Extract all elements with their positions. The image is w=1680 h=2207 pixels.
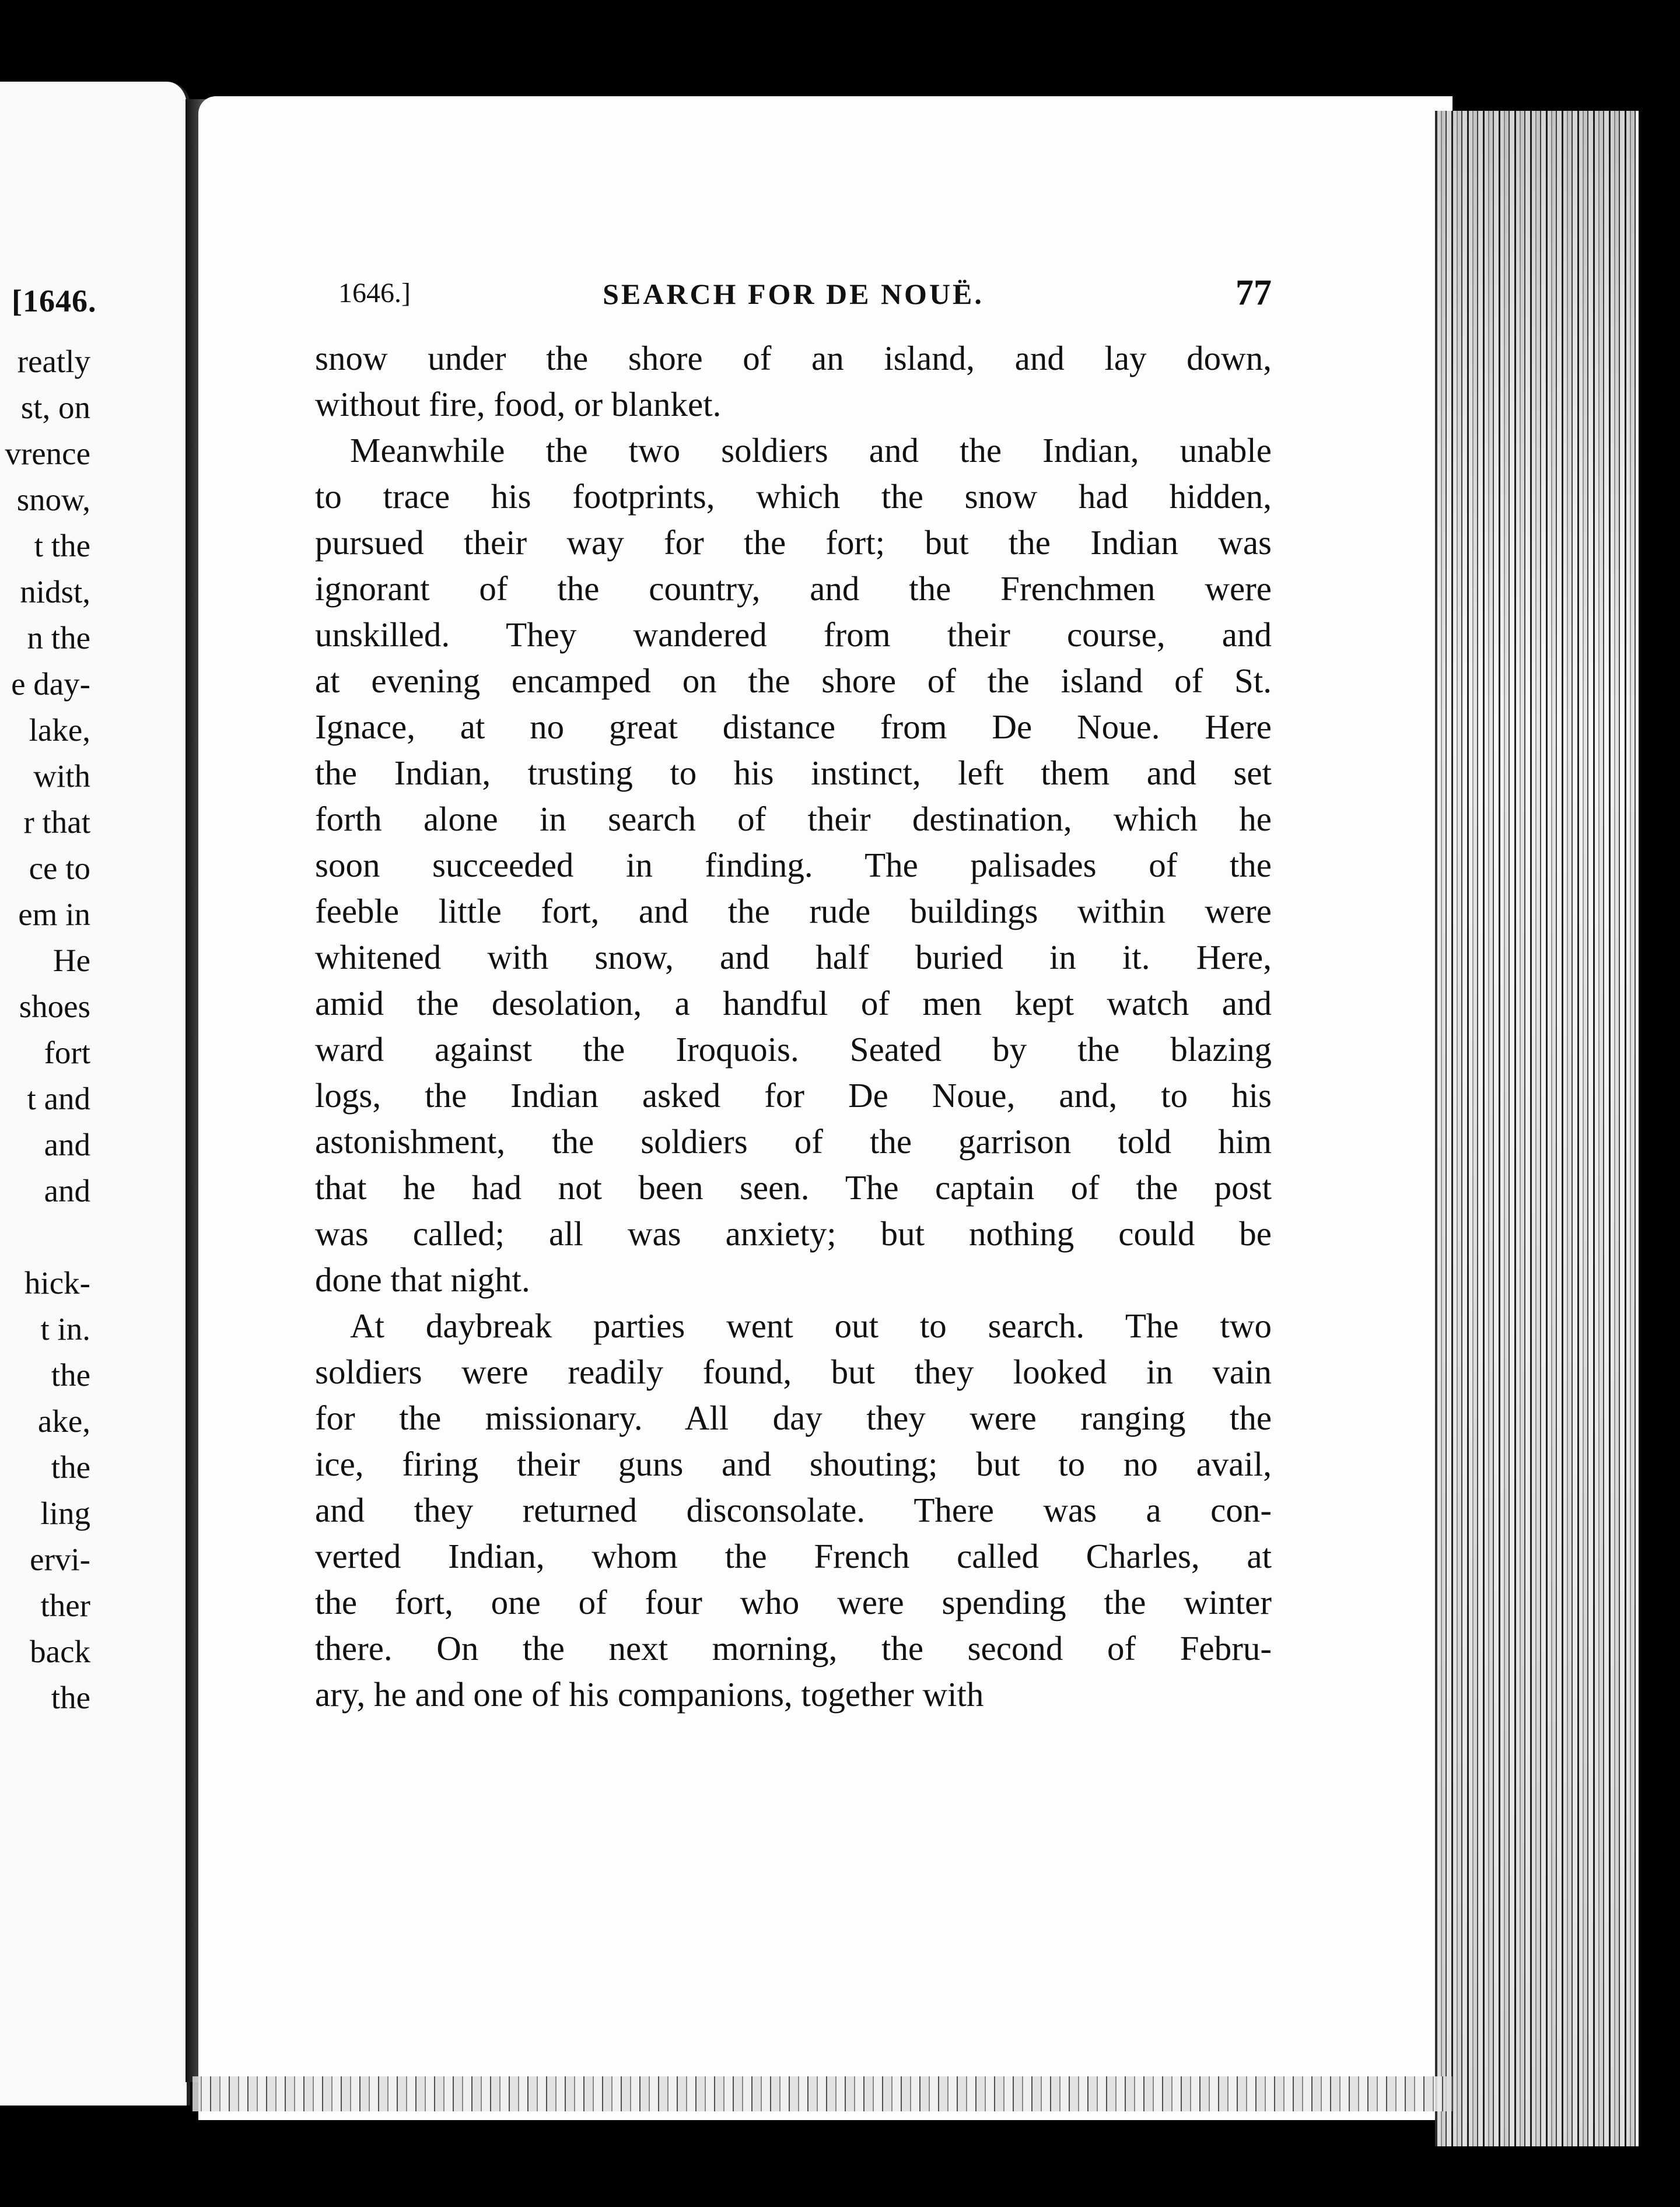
left-page-line: ake, (37, 1403, 90, 1439)
text-line: there. On the next morning, the second of Febru- (315, 1629, 1272, 1667)
left-page-line: e day- (11, 666, 90, 702)
left-page-line: ce to (29, 850, 90, 886)
left-page-line: em in (18, 896, 90, 932)
text-line: soon succeeded in finding. The palisades of the (315, 846, 1272, 884)
left-page-text (5, 338, 90, 1721)
text-line: feeble little fort, and the rude buildings within were (315, 892, 1272, 930)
left-page-line: snow, (16, 482, 90, 517)
text-line: ice, firing their guns and shouting; but to no avail, (315, 1445, 1272, 1483)
text-line: ignorant of the country, and the Frenchmen were (315, 569, 1272, 608)
text-line: At daybreak parties went out to search. The two (350, 1306, 1272, 1345)
text-line: the fort, one of four who were spending the winter (315, 1583, 1272, 1621)
left-page-line: fort (44, 1035, 90, 1070)
left-page-header: [1646. (12, 283, 97, 318)
left-page-line: t the (34, 528, 90, 563)
text-line: was called; all was anxiety; but nothing could be (315, 1214, 1272, 1253)
paragraph (315, 428, 1272, 1303)
running-head-title: SEARCH FOR DE NOUË. (603, 278, 984, 310)
left-page-line: He (52, 943, 90, 978)
body-text (315, 335, 1272, 1718)
text-line: ary, he and one of his companions, together with (315, 1675, 984, 1714)
paragraph (315, 335, 1272, 428)
left-page-line: ther (40, 1588, 90, 1623)
text-line: to trace his footprints, which the snow had hidden, (315, 477, 1272, 516)
left-page-line: reatly (17, 344, 90, 379)
page-number: 77 (1236, 273, 1272, 313)
fore-edge-shading (1435, 111, 1636, 2146)
text-line: pursued their way for the fort; but the Indian was (315, 523, 1272, 562)
paragraph (315, 1303, 1272, 1718)
running-head-year: 1646.] (338, 278, 411, 309)
text-line: without fire, food, or blanket. (315, 385, 722, 423)
text-line: forth alone in search of their destination, which he (315, 800, 1272, 838)
text-line: at evening encamped on the shore of the island of St. (315, 661, 1272, 700)
left-page-line: ervi- (30, 1542, 90, 1577)
running-head (315, 273, 1272, 335)
left-page-line: t in. (40, 1311, 90, 1347)
left-page-line: vrence (5, 436, 90, 471)
right-page (198, 96, 1452, 2120)
left-page-line: and (44, 1173, 90, 1208)
left-page-line: the (51, 1357, 90, 1393)
left-page-line: r that (23, 804, 90, 840)
text-line: done that night. (315, 1260, 530, 1299)
page-content (315, 273, 1272, 1718)
text-line: that he had not been seen. The captain of the post (315, 1168, 1272, 1207)
text-line: astonishment, the soldiers of the garrison told him (315, 1122, 1272, 1161)
text-line: and they returned disconsolate. There was a con- (315, 1491, 1272, 1529)
text-line: for the missionary. All day they were ranging the (315, 1399, 1272, 1437)
left-page-line: ling (40, 1495, 90, 1531)
text-line: whitened with snow, and half buried in it. Here, (315, 938, 1272, 976)
left-page (0, 82, 190, 2106)
left-page-line: t and (27, 1081, 90, 1116)
text-line: snow under the shore of an island, and lay down, (315, 339, 1272, 377)
left-page-line: st, on (20, 390, 90, 425)
left-page-line: and (44, 1127, 90, 1162)
left-page-line: back (30, 1634, 90, 1669)
left-page-line (5, 1214, 90, 1260)
text-line: Meanwhile the two soldiers and the Indian, unable (350, 431, 1272, 470)
text-line: soldiers were readily found, but they looked in vain (315, 1353, 1272, 1391)
text-line: amid the desolation, a handful of men kept watch and (315, 984, 1272, 1022)
text-line: the Indian, trusting to his instinct, left them and set (315, 754, 1272, 792)
left-page-line: n the (27, 620, 90, 656)
text-line: logs, the Indian asked for De Noue, and, to his (315, 1076, 1272, 1115)
left-page-line: hick- (24, 1265, 90, 1301)
left-page-line: nidst, (20, 574, 90, 609)
text-line: unskilled. They wandered from their course, and (315, 615, 1272, 654)
text-line: ward against the Iroquois. Seated by the blazing (315, 1030, 1272, 1069)
text-line: Ignace, at no great distance from De Noue. Here (315, 707, 1272, 746)
left-page-line: the (51, 1449, 90, 1485)
left-page-line: shoes (19, 989, 90, 1024)
left-page-line: lake, (29, 712, 90, 748)
text-line: verted Indian, whom the French called Charles, at (315, 1537, 1272, 1575)
book-bottom-edge (192, 2076, 1452, 2111)
left-page-line: the (51, 1680, 90, 1715)
left-page-line: with (33, 758, 90, 794)
